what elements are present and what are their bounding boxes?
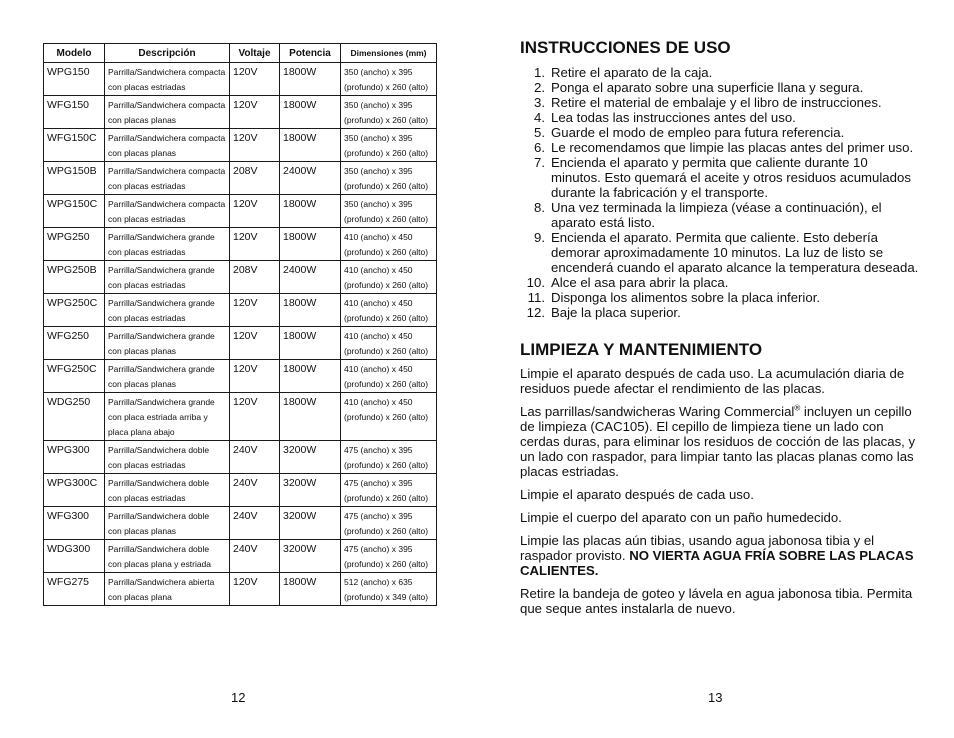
step-number: 3.: [534, 95, 545, 110]
dimensions-line: (profundo) x 260 (alto): [344, 247, 429, 257]
cleaning-paragraph-2: [520, 404, 920, 479]
cell-description: [105, 195, 230, 228]
description-line: Parrilla/Sandwichera abierta: [108, 577, 215, 587]
step-text: Encienda el aparato. Permita que caliente. Esto debería demorar aproximadamente 10 minutos. La luz de listo se encenderá cuando el aparato alcance la temperatura deseada.: [551, 230, 919, 275]
cell-power: 1800W: [280, 327, 341, 360]
cell-power: 1800W: [280, 393, 341, 441]
description-line: Parrilla/Sandwichera doble: [108, 445, 210, 455]
cell-model: WPG150: [44, 63, 105, 96]
cell-dimensions: [341, 63, 437, 96]
cell-voltage: 120V: [230, 63, 280, 96]
cleaning-paragraph-3: Limpie el aparato después de cada uso.: [520, 487, 754, 502]
list-item: [520, 275, 920, 290]
dimensions-line: 350 (ancho) x 395: [344, 67, 413, 77]
cleaning-paragraph-4: Limpie el cuerpo del aparato con un paño humedecido.: [520, 510, 842, 525]
description-line: Parrilla/Sandwichera compacta: [108, 166, 226, 176]
cleaning-p2-end: incluyen un cepillo de limpieza (CAC105). El cepillo de limpieza tiene un lado con cerdas duras, para eliminar los residuos de cocción de las placas, y un lado con raspador, para limpiar tanto las placas planas como las placas estriadas.: [520, 404, 916, 479]
cleaning-paragraph-1: Limpie el aparato después de cada uso. La acumulación diaria de residuos puede afectar el rendimiento de las placas.: [520, 366, 905, 396]
table-header-row: [44, 44, 437, 63]
step-text: Le recomendamos que limpie las placas antes del primer uso.: [551, 140, 914, 155]
table-row: [44, 360, 437, 393]
description-line: con placas estriadas: [108, 214, 186, 224]
dimensions-line: (profundo) x 260 (alto): [344, 379, 429, 389]
description-line: Parrilla/Sandwichera doble: [108, 511, 210, 521]
cell-voltage: 240V: [230, 507, 280, 540]
cell-description: [105, 573, 230, 606]
list-item: [520, 230, 920, 275]
description-line: con placas plana y estriada: [108, 559, 212, 569]
step-number: 11.: [527, 290, 545, 305]
step-number: 6.: [534, 140, 545, 155]
cell-voltage: 208V: [230, 261, 280, 294]
cell-power: 3200W: [280, 540, 341, 573]
cleaning-p2-start: Las parrillas/sandwicheras Waring Commercial: [520, 404, 795, 419]
description-line: con placas planas: [108, 379, 177, 389]
cell-dimensions: [341, 228, 437, 261]
description-line: con placas plana: [108, 592, 172, 602]
cell-model: WPG150B: [44, 162, 105, 195]
dimensions-line: 475 (ancho) x 395: [344, 445, 413, 455]
dimensions-line: 410 (ancho) x 450: [344, 298, 413, 308]
step-text: Guarde el modo de empleo para futura referencia.: [551, 125, 845, 140]
dimensions-line: (profundo) x 260 (alto): [344, 181, 429, 191]
dimensions-line: (profundo) x 260 (alto): [344, 115, 429, 125]
step-number: 7.: [534, 155, 545, 170]
table-row: [44, 573, 437, 606]
cell-model: WPG250: [44, 228, 105, 261]
cell-dimensions: [341, 441, 437, 474]
step-text: Retire el material de embalaje y el libro de instrucciones.: [551, 95, 882, 110]
cell-voltage: 120V: [230, 195, 280, 228]
description-line: con placas planas: [108, 148, 177, 158]
table-row: [44, 228, 437, 261]
description-line: Parrilla/Sandwichera grande: [108, 265, 215, 275]
cell-power: 1800W: [280, 63, 341, 96]
cell-dimensions: [341, 393, 437, 441]
cell-power: 1800W: [280, 228, 341, 261]
cell-power: 1800W: [280, 195, 341, 228]
dimensions-line: 410 (ancho) x 450: [344, 331, 413, 341]
dimensions-line: 475 (ancho) x 395: [344, 511, 413, 521]
step-text: Encienda el aparato y permita que caliente durante 10 minutos. Esto quemará el aceite y otros residuos acumulados durante la fabricación y el transporte.: [551, 155, 911, 200]
cell-dimensions: [341, 573, 437, 606]
cell-dimensions: [341, 540, 437, 573]
table-row: [44, 327, 437, 360]
cell-power: 1800W: [280, 294, 341, 327]
cell-dimensions: [341, 162, 437, 195]
cell-power: 1800W: [280, 129, 341, 162]
description-line: Parrilla/Sandwichera grande: [108, 331, 215, 341]
cell-model: WFG150: [44, 96, 105, 129]
dimensions-line: (profundo) x 260 (alto): [344, 148, 429, 158]
step-number: 12.: [526, 305, 545, 320]
dimensions-line: 410 (ancho) x 450: [344, 364, 413, 374]
cell-voltage: 120V: [230, 96, 280, 129]
list-item: [520, 140, 920, 155]
cell-description: [105, 360, 230, 393]
cell-voltage: 240V: [230, 441, 280, 474]
instructions-heading: INSTRUCCIONES DE USO: [520, 38, 731, 57]
list-item: [520, 200, 920, 230]
cell-model: WDG250: [44, 393, 105, 441]
dimensions-line: (profundo) x 260 (alto): [344, 346, 429, 356]
cell-model: WPG250C: [44, 294, 105, 327]
table-row: [44, 294, 437, 327]
list-item: [520, 80, 920, 95]
list-item: [520, 110, 920, 125]
cell-dimensions: [341, 195, 437, 228]
dimensions-line: (profundo) x 260 (alto): [344, 559, 429, 569]
spec-table: [43, 43, 437, 606]
description-line: Parrilla/Sandwichera grande: [108, 298, 215, 308]
description-line: Parrilla/Sandwichera compacta: [108, 67, 226, 77]
cell-power: 3200W: [280, 441, 341, 474]
cell-description: [105, 96, 230, 129]
list-item: [520, 95, 920, 110]
step-text: Ponga el aparato sobre una superficie llana y segura.: [551, 80, 864, 95]
cell-description: [105, 294, 230, 327]
cleaning-paragraph-5: [520, 533, 920, 578]
description-line: con placa estriada arriba y: [108, 412, 208, 422]
cell-model: WPG150C: [44, 195, 105, 228]
description-line: placa plana abajo: [108, 427, 175, 437]
dimensions-line: 512 (ancho) x 635: [344, 577, 413, 587]
cell-voltage: 208V: [230, 162, 280, 195]
header-descripcion: Descripción: [105, 44, 230, 63]
dimensions-line: 410 (ancho) x 450: [344, 397, 413, 407]
cell-description: [105, 327, 230, 360]
step-number: 1.: [534, 65, 545, 80]
table-row: [44, 441, 437, 474]
list-item: [520, 155, 920, 200]
description-line: Parrilla/Sandwichera compacta: [108, 100, 226, 110]
step-number: 4.: [534, 110, 545, 125]
description-line: con placas estriadas: [108, 181, 186, 191]
cell-model: WFG150C: [44, 129, 105, 162]
cell-description: [105, 474, 230, 507]
description-line: Parrilla/Sandwichera grande: [108, 364, 215, 374]
cleaning-p5-text: Limpie las placas aún tibias, usando agua jabonosa tibia y el raspador provisto.: [520, 533, 875, 563]
step-text: Lea todas las instrucciones antes del uso.: [551, 110, 796, 125]
cell-description: [105, 228, 230, 261]
cell-power: 1800W: [280, 360, 341, 393]
cell-model: WDG300: [44, 540, 105, 573]
cell-power: 1800W: [280, 573, 341, 606]
cell-voltage: 240V: [230, 474, 280, 507]
table-row: [44, 474, 437, 507]
dimensions-line: 350 (ancho) x 395: [344, 199, 413, 209]
cell-dimensions: [341, 507, 437, 540]
description-line: Parrilla/Sandwichera grande: [108, 397, 215, 407]
cell-description: [105, 441, 230, 474]
cell-voltage: 120V: [230, 294, 280, 327]
cell-dimensions: [341, 327, 437, 360]
cell-model: WFG250: [44, 327, 105, 360]
table-row: [44, 129, 437, 162]
cell-dimensions: [341, 129, 437, 162]
cell-model: WFG300: [44, 507, 105, 540]
cell-model: WFG250C: [44, 360, 105, 393]
list-item: [520, 65, 920, 80]
header-modelo: Modelo: [44, 44, 105, 63]
cell-description: [105, 63, 230, 96]
dimensions-line: (profundo) x 260 (alto): [344, 460, 429, 470]
table-row: [44, 261, 437, 294]
description-line: con placas estriadas: [108, 460, 186, 470]
dimensions-line: 410 (ancho) x 450: [344, 232, 413, 242]
dimensions-line: 350 (ancho) x 395: [344, 166, 413, 176]
cell-voltage: 120V: [230, 327, 280, 360]
dimensions-line: (profundo) x 260 (alto): [344, 412, 429, 422]
header-voltaje: Voltaje: [230, 44, 280, 63]
cell-description: [105, 540, 230, 573]
cell-model: WPG250B: [44, 261, 105, 294]
cell-model: WPG300C: [44, 474, 105, 507]
cell-description: [105, 162, 230, 195]
description-line: Parrilla/Sandwichera grande: [108, 232, 215, 242]
description-line: Parrilla/Sandwichera doble: [108, 478, 210, 488]
dimensions-line: (profundo) x 260 (alto): [344, 214, 429, 224]
cleaning-warning: NO VIERTA AGUA FRÍA SOBRE LAS PLACAS CALIENTES.: [520, 548, 914, 578]
description-line: con placas planas: [108, 526, 177, 536]
table-row: [44, 540, 437, 573]
cell-voltage: 120V: [230, 393, 280, 441]
cell-dimensions: [341, 261, 437, 294]
cell-voltage: 120V: [230, 129, 280, 162]
step-text: Una vez terminada la limpieza (véase a continuación), el aparato está listo.: [551, 200, 882, 230]
dimensions-line: (profundo) x 260 (alto): [344, 280, 429, 290]
cell-voltage: 120V: [230, 228, 280, 261]
page-number-left: 12: [231, 690, 246, 705]
table-row: [44, 195, 437, 228]
cell-power: 2400W: [280, 261, 341, 294]
description-line: Parrilla/Sandwichera compacta: [108, 133, 226, 143]
cell-model: WFG275: [44, 573, 105, 606]
cell-voltage: 240V: [230, 540, 280, 573]
cell-dimensions: [341, 96, 437, 129]
list-item: [520, 125, 920, 140]
cell-description: [105, 261, 230, 294]
cell-power: 3200W: [280, 474, 341, 507]
step-text: Alce el asa para abrir la placa.: [551, 275, 729, 290]
dimensions-line: (profundo) x 349 (alto): [344, 592, 429, 602]
cell-voltage: 120V: [230, 360, 280, 393]
table-row: [44, 96, 437, 129]
description-line: con placas estriadas: [108, 280, 186, 290]
list-item: [520, 305, 920, 320]
cell-model: WPG300: [44, 441, 105, 474]
dimensions-line: 475 (ancho) x 395: [344, 478, 413, 488]
step-number: 2.: [534, 80, 545, 95]
header-potencia: Potencia: [280, 44, 341, 63]
dimensions-line: (profundo) x 260 (alto): [344, 313, 429, 323]
step-number: 9.: [534, 230, 545, 245]
description-line: con placas planas: [108, 115, 177, 125]
dimensions-line: 410 (ancho) x 450: [344, 265, 413, 275]
table-row: [44, 162, 437, 195]
cleaning-paragraph-6: Retire la bandeja de goteo y lávela en agua jabonosa tibia. Permita que seque antes instalarla de nuevo.: [520, 586, 913, 616]
registered-mark: ®: [794, 403, 801, 413]
dimensions-line: 475 (ancho) x 395: [344, 544, 413, 554]
cell-dimensions: [341, 474, 437, 507]
dimensions-line: 350 (ancho) x 395: [344, 100, 413, 110]
cell-voltage: 120V: [230, 573, 280, 606]
header-dimensiones: Dimensiones (mm): [341, 44, 437, 63]
step-text: Baje la placa superior.: [551, 305, 681, 320]
step-number: 10.: [526, 275, 545, 290]
description-line: con placas estriadas: [108, 82, 186, 92]
description-line: con placas estriadas: [108, 313, 186, 323]
description-line: Parrilla/Sandwichera doble: [108, 544, 210, 554]
right-page: [520, 38, 920, 616]
cell-power: 1800W: [280, 96, 341, 129]
cell-description: [105, 129, 230, 162]
dimensions-line: (profundo) x 260 (alto): [344, 493, 429, 503]
step-number: 5.: [534, 125, 545, 140]
cell-power: 2400W: [280, 162, 341, 195]
dimensions-line: (profundo) x 260 (alto): [344, 82, 429, 92]
list-item: [520, 290, 920, 305]
cleaning-heading: LIMPIEZA Y MANTENIMIENTO: [520, 340, 763, 359]
table-row: [44, 393, 437, 441]
table-row: [44, 63, 437, 96]
cell-description: [105, 393, 230, 441]
cell-power: 3200W: [280, 507, 341, 540]
page-number-right: 13: [708, 690, 723, 705]
instructions-list: [520, 65, 920, 320]
step-text: Retire el aparato de la caja.: [551, 65, 713, 80]
description-line: Parrilla/Sandwichera compacta: [108, 199, 226, 209]
description-line: con placas estriadas: [108, 493, 186, 503]
description-line: con placas estriadas: [108, 247, 186, 257]
step-text: Disponga los alimentos sobre la placa inferior.: [551, 290, 821, 305]
dimensions-line: (profundo) x 260 (alto): [344, 526, 429, 536]
cell-dimensions: [341, 294, 437, 327]
description-line: con placas planas: [108, 346, 177, 356]
table-row: [44, 507, 437, 540]
cell-description: [105, 507, 230, 540]
step-number: 8.: [534, 200, 545, 215]
dimensions-line: 350 (ancho) x 395: [344, 133, 413, 143]
cell-dimensions: [341, 360, 437, 393]
